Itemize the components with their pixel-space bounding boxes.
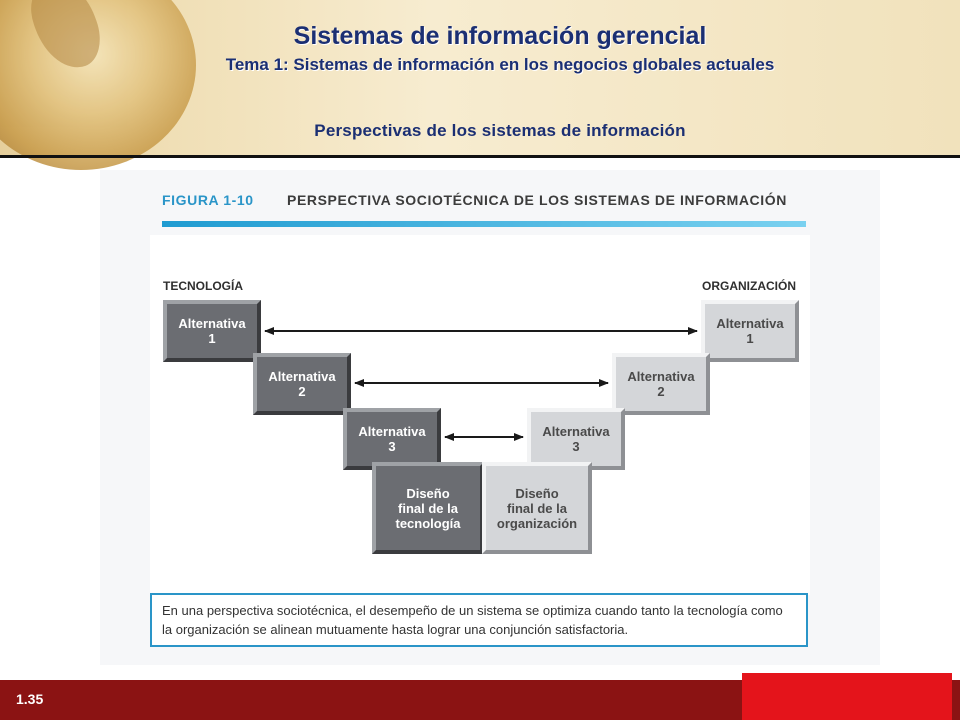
- organization-final-design: Diseño final de la organización: [482, 462, 592, 554]
- organization-alternative-1: Alternativa 1: [701, 300, 799, 362]
- technology-alternative-1: Alternativa 1: [163, 300, 261, 362]
- section-heading: Perspectivas de los sistemas de información: [314, 121, 686, 140]
- technology-column-label: TECNOLOGÍA: [163, 279, 243, 293]
- organization-alternative-3: Alternativa 3: [527, 408, 625, 470]
- slide-title: Sistemas de información gerencial: [293, 22, 707, 50]
- organization-column-label: ORGANIZACIÓN: [702, 279, 796, 293]
- organization-alternative-2: Alternativa 2: [612, 353, 710, 415]
- technology-alternative-2: Alternativa 2: [253, 353, 351, 415]
- technology-alternative-3: Alternativa 3: [343, 408, 441, 470]
- slide-subtitle: Tema 1: Sistemas de información en los negocios globales actuales: [225, 55, 775, 74]
- figure-label: FIGURA 1-10: [162, 192, 254, 208]
- brand-red-block: [742, 673, 952, 720]
- figure-title: PERSPECTIVA SOCIOTÉCNICA DE LOS SISTEMAS DE INFORMACIÓN: [287, 192, 787, 208]
- figure-caption: En una perspectiva sociotécnica, el desempeño de un sistema se optimiza cuando tanto la tecnología como la organización se alinean mutuamente hasta lograr una conjunción satisfactoria.: [150, 593, 808, 647]
- technology-final-design: Diseño final de la tecnología: [372, 462, 484, 554]
- slide-number: 1.35: [16, 691, 44, 707]
